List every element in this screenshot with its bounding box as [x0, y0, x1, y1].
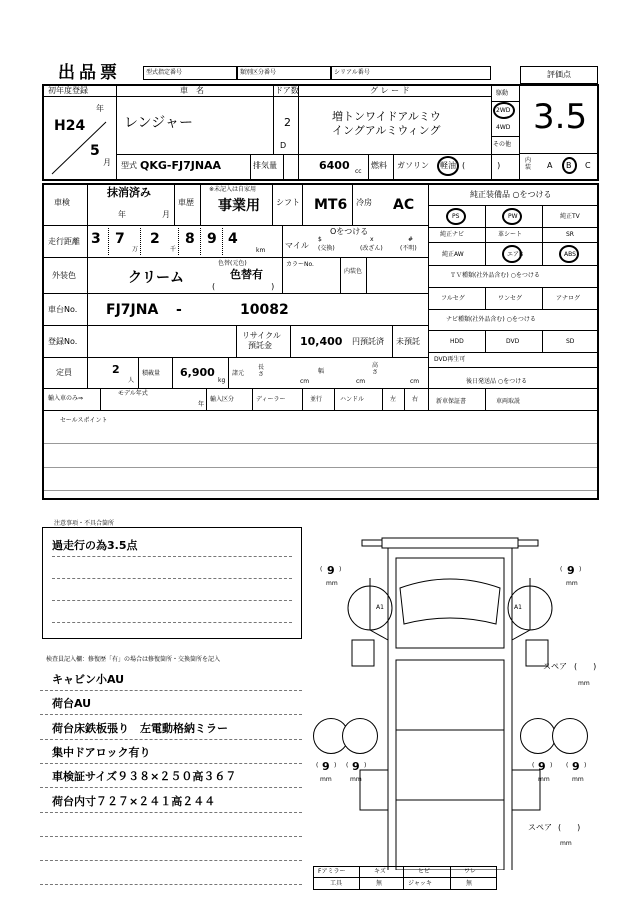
exterior-color: クリーム: [128, 270, 184, 286]
mileage-d1: 3: [91, 231, 101, 247]
inspection-month: 月: [162, 210, 170, 219]
navi-dvd-play: DVD再生可: [434, 356, 466, 363]
tread-rear-left-outer: 9: [322, 760, 330, 773]
spare-label-top: スペア: [543, 662, 567, 671]
mileage-d4: 8: [185, 231, 195, 247]
mileage-d2: 7: [115, 231, 125, 247]
load-unit: kg: [218, 377, 226, 384]
reg-label: 初年度登録: [48, 86, 88, 95]
inspector-line-2: 荷台AU: [52, 697, 92, 710]
warranty-book: 新車保証書: [436, 398, 467, 405]
height-label: 高さ: [372, 362, 379, 376]
tread-rear-right-outer: 9: [572, 760, 580, 773]
interior-c: C: [585, 161, 591, 170]
reg-month: 5: [90, 143, 100, 159]
exterior-label: 外装色: [52, 271, 76, 280]
grade-line2: イングアルミウィング: [332, 124, 441, 137]
interior-b: B: [566, 161, 572, 170]
inspector-line-3: 荷台床鉄板張り 左電動格納ミラー: [52, 722, 228, 735]
dealer-label: ディーラー: [256, 396, 286, 403]
displacement-value: 6400: [319, 159, 350, 172]
displacement-label: 排気量: [253, 161, 277, 170]
fuel-label: 燃料: [371, 161, 387, 170]
tread-rro-unit: mm: [572, 776, 584, 783]
inspector-line-4: 集中ドアロック有り: [52, 746, 151, 759]
owner-manual: 車両取説: [496, 398, 521, 405]
reg-slash: [50, 120, 108, 176]
navi-hdd: HDD: [450, 338, 464, 345]
equip-ps: PS: [452, 213, 460, 220]
mileage-d5: 9: [207, 231, 217, 247]
inspector-line-6: 荷台内寸７２７×２４１高２４４: [52, 795, 216, 808]
shift-label: シフト: [276, 198, 300, 207]
equip-sr: SR: [566, 231, 574, 238]
legend-tools-none: 無: [376, 880, 383, 887]
score-value: 3.5: [533, 97, 588, 137]
interior-b-circle: [562, 157, 577, 174]
inspector-line-1: キャビン小AU: [52, 673, 125, 686]
import-div-label: 輸入区分: [210, 396, 235, 403]
history-note: ※未記入は自家用: [209, 186, 257, 193]
equip-aw: 純正AW: [442, 251, 464, 258]
mileage-d6: 4: [228, 231, 238, 247]
doors-label: ドア数: [275, 86, 299, 95]
notes-title: 注意事項・不具合箇所: [54, 520, 115, 527]
tread-rli-unit: mm: [350, 776, 362, 783]
chassis-label: 車台No.: [48, 305, 78, 314]
cooling-label: 冷房: [356, 198, 372, 207]
displacement-unit: cc: [355, 168, 362, 175]
equip-navi: 純正ナビ: [440, 231, 465, 238]
model-year-label: モデル年式: [118, 390, 148, 397]
navi-dvd: DVD: [506, 338, 520, 345]
mileage-unknown: (不明): [400, 245, 417, 252]
width-unit: cm: [356, 378, 366, 385]
mileage-mile: マイル: [285, 241, 309, 250]
legend-jack-none: 無: [466, 880, 473, 887]
equipment-title: 純正装備品 ○をつける: [470, 190, 552, 199]
doors-unit: D: [280, 141, 287, 150]
tread-front-right: 9: [567, 564, 575, 577]
drive-2wd: 2WD: [496, 107, 511, 114]
legend-scratch: キズ: [374, 868, 386, 875]
legend-mirror: Fアミラー: [318, 868, 346, 875]
mileage-sen: 千: [170, 246, 177, 253]
equip-airbag-circle: [502, 245, 522, 263]
navi-sd: SD: [566, 338, 575, 345]
chassis-number: 10082: [240, 302, 289, 318]
handle-left: 左: [390, 396, 397, 403]
height-unit: cm: [410, 378, 420, 385]
grade-line1: 増トンワイドアルミウ: [332, 110, 441, 123]
parallel-label: 並行: [310, 396, 323, 403]
equip-leather: 革シート: [498, 231, 523, 238]
reg-year: H24: [54, 118, 86, 134]
repaint-label: 色替(元色): [218, 260, 247, 267]
car-name: レンジャー: [124, 115, 194, 131]
equip-airbag: エアB: [507, 251, 524, 258]
drive-other: その他: [493, 141, 512, 148]
wheel-rear-right-inner: [520, 718, 556, 754]
recycle-value: 10,400: [300, 335, 343, 348]
recycle-paid: 円預託済: [352, 337, 384, 346]
legend-tools: 工具: [330, 880, 343, 887]
capacity-value: 2: [112, 363, 120, 376]
import-label: 輸入車のみ⇒: [48, 395, 84, 402]
inspector-line-5: 車検証サイズ９３８×２５０高３６７: [52, 770, 237, 783]
drive-4wd: 4WD: [496, 124, 511, 131]
mileage-km: km: [256, 247, 266, 254]
fuel-diesel: 軽油: [440, 161, 456, 170]
legend-crack: ヒビ: [418, 868, 431, 875]
equip-tv: 純正TV: [560, 213, 580, 220]
dims-label: 諸元: [232, 370, 245, 377]
load-label: 積載量: [142, 370, 161, 377]
equip-abs: ABS: [564, 251, 576, 258]
tread-front-right-unit: mm: [566, 580, 578, 587]
cooling-value: AC: [393, 197, 415, 213]
history-label: 車歴: [178, 198, 194, 207]
load-value: 6,900: [180, 366, 215, 379]
recycle-unpaid: 未預託: [396, 337, 420, 346]
tread-rlo-unit: mm: [320, 776, 332, 783]
tread-front-left-unit: mm: [326, 580, 338, 587]
mileage-d3: 2: [150, 231, 160, 247]
serial-box: シリアル番号: [331, 66, 491, 80]
score-header: 評価点: [520, 66, 598, 84]
handle-label: ハンドル: [340, 396, 365, 403]
inspector-title: 検査員記入欄：修復歴「有」の場合は修復箇所・交換箇所を記入: [46, 656, 221, 663]
mileage-exchange: (交換): [318, 245, 335, 252]
legend-break: ワレ: [464, 868, 477, 875]
interior-color-label: 内装色: [344, 268, 363, 275]
tread-rear-right-inner: 9: [538, 760, 546, 773]
spare-label-bottom: スペア: [528, 823, 552, 832]
recycle-label2: 預託金: [248, 341, 272, 350]
tread-front-left: 9: [327, 564, 335, 577]
capacity-unit: 人: [128, 377, 135, 384]
tv-analog: アナログ: [556, 295, 581, 302]
equip-abs-circle: [559, 245, 579, 263]
length-unit: cm: [300, 378, 310, 385]
shift-value: MT6: [314, 197, 348, 213]
reg-month-unit: 月: [103, 158, 111, 167]
inspection-label: 車検: [54, 198, 70, 207]
after-ship-title: 後日発送品 ○をつける: [466, 378, 528, 385]
mileage-circle-note: Oをつける: [330, 227, 369, 236]
length-label: 長さ: [258, 364, 265, 378]
mileage-man: 万: [132, 246, 139, 253]
legend-jack: ジャッキ: [408, 880, 432, 887]
equip-pw: PW: [508, 213, 518, 220]
model-label: 型式: [121, 161, 137, 170]
color-no-label: カラーNo.: [286, 261, 314, 268]
category-box: 類別区分番号: [237, 66, 331, 80]
capacity-label: 定員: [56, 368, 72, 377]
sales-point-label: セールスポイント: [60, 417, 108, 424]
equip-ps-circle: [446, 208, 466, 225]
inspection-year: 年: [118, 210, 126, 219]
interior-a: A: [547, 161, 553, 170]
spare-top-unit: mm: [578, 680, 590, 687]
width-label: 幅: [318, 368, 325, 375]
tread-rri-unit: mm: [538, 776, 550, 783]
tread-rear-left-inner: 9: [352, 760, 360, 773]
drive-2wd-circle: [493, 102, 515, 119]
truck-diagram: [300, 530, 610, 870]
spare-bottom-unit: mm: [560, 840, 572, 847]
chassis-dash: -: [176, 302, 182, 318]
doors-value: 2: [284, 116, 291, 129]
repaint-value: 色替有: [230, 268, 263, 281]
model-value: QKG-FJ7JNAA: [140, 159, 222, 172]
tv-type-title: ＴＶ種類(社外品含む) ○をつける: [450, 272, 540, 279]
inspection-status: 抹消済み: [107, 186, 151, 199]
equip-pw-circle: [502, 208, 522, 225]
fuel-gas: ガソリン: [397, 161, 429, 170]
interior-label: 内装: [525, 157, 532, 171]
model-cert-box: 型式指定番号: [143, 66, 237, 80]
mileage-label: 走行距離: [48, 237, 80, 246]
grade-label: グ レ ー ド: [370, 86, 410, 95]
navi-type-title: ナビ種類(社外品含む) ○をつける: [446, 316, 536, 323]
tv-oneseg: ワンセグ: [498, 295, 523, 302]
wheel-rear-right-outer: [552, 718, 588, 754]
fuel-other: ( ): [462, 161, 501, 170]
history-value: 事業用: [218, 198, 260, 214]
car-name-label: 車 名: [180, 86, 204, 95]
damage-mark-left: A1: [376, 604, 384, 611]
fuel-diesel-circle: [437, 156, 459, 176]
wheel-rear-left-inner: [342, 718, 378, 754]
mileage-tampered: (改ざん): [360, 245, 383, 252]
recycle-label1: リサイクル: [242, 331, 281, 340]
reg-year-unit: 年: [96, 104, 104, 113]
regno-label: 登録No.: [48, 337, 78, 346]
drive-label: 駆動: [496, 90, 509, 97]
handle-right: 右: [412, 396, 419, 403]
damage-mark-right: A1: [514, 604, 522, 611]
chassis-prefix: FJ7JNA: [106, 302, 159, 318]
tv-fullseg: フルセグ: [441, 295, 465, 302]
model-year-unit: 年: [198, 401, 205, 408]
notes-line1: 過走行の為3.5点: [52, 539, 138, 552]
page-title: 出品票: [58, 63, 121, 83]
